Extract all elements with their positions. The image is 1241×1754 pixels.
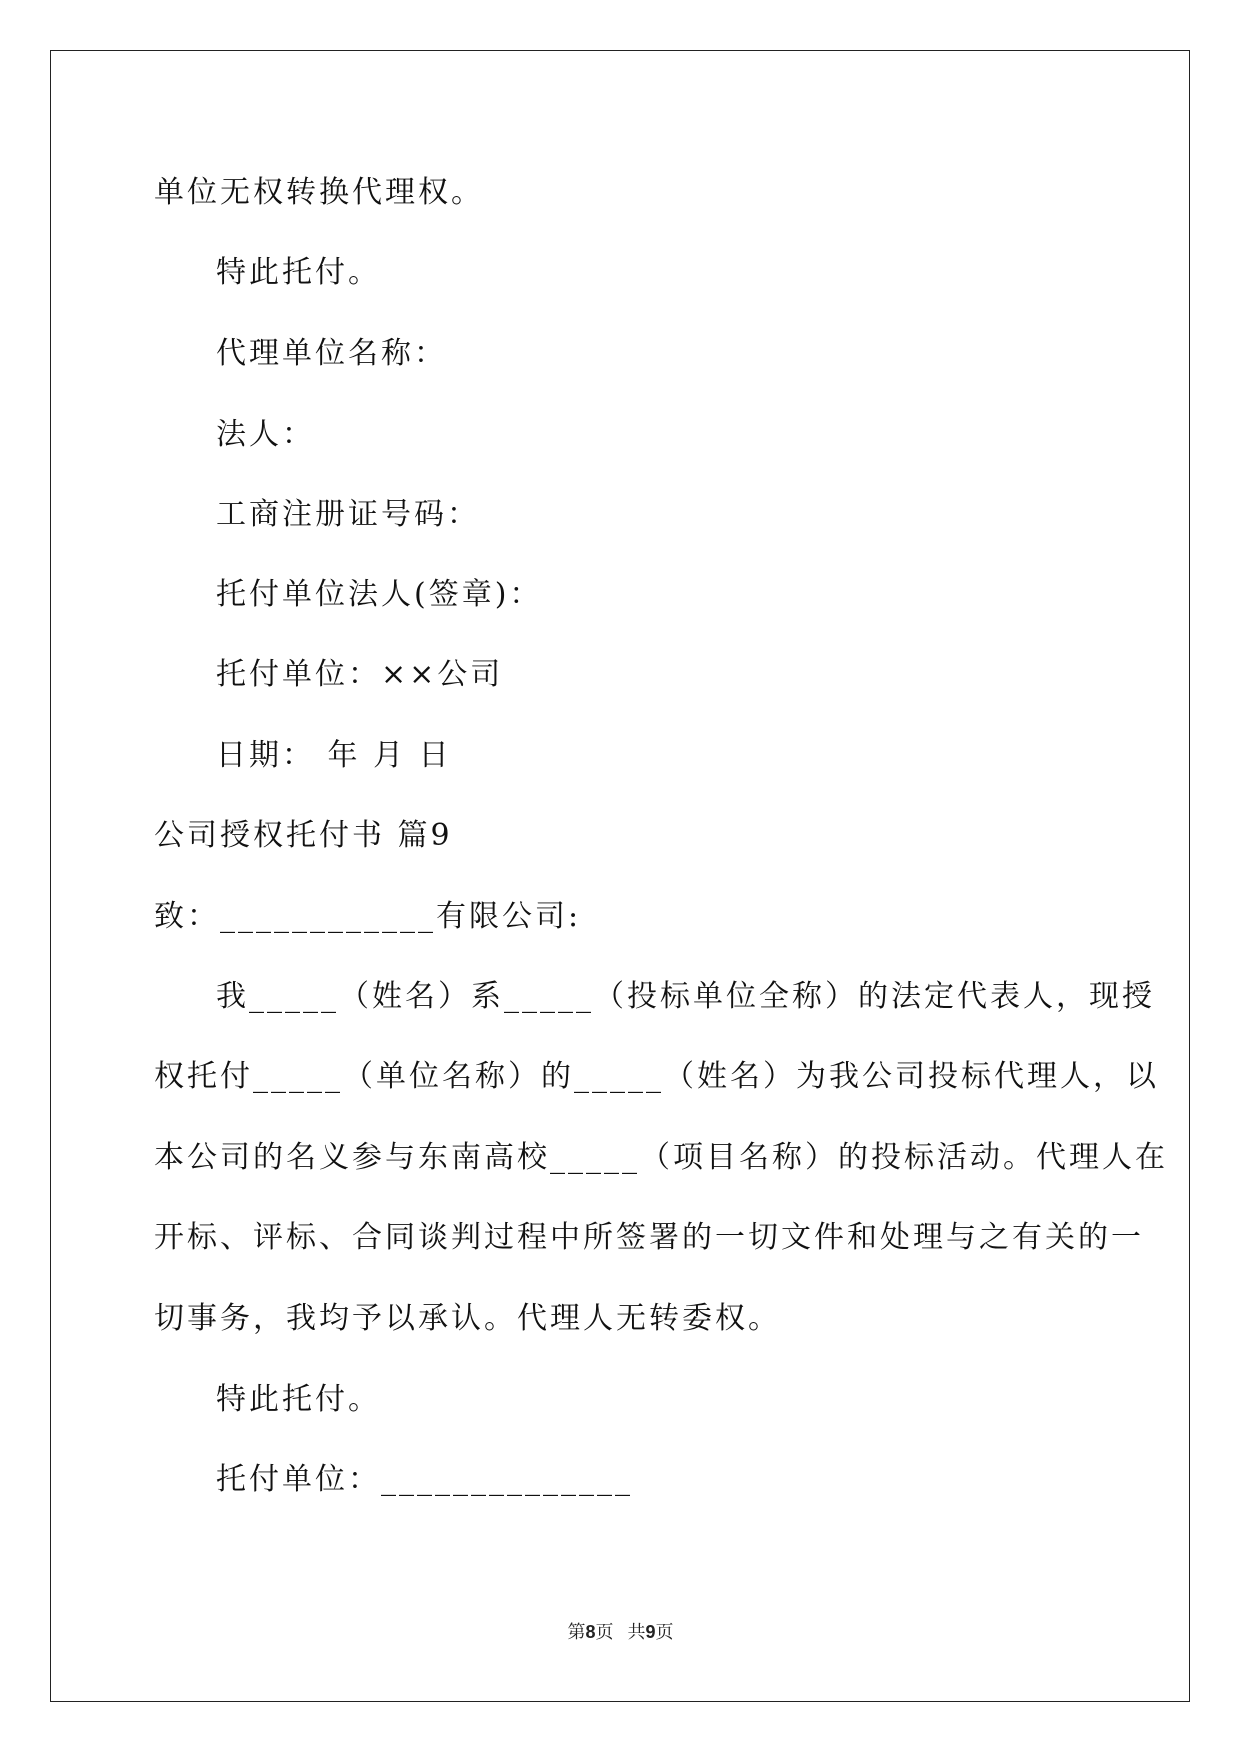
footer-page-current: 8: [585, 1622, 596, 1642]
page-border: [50, 50, 1190, 1702]
text-line: 切事务，我均予以承认。代理人无转委权。: [154, 1301, 781, 1336]
text-line: 本公司的名义参与东南高校_____（项目名称）的投标活动。代理人在: [154, 1140, 1168, 1175]
text-line: 法人：: [216, 417, 315, 452]
text-line: 我_____（姓名）系_____（投标单位全称）的法定代表人，现授: [216, 979, 1155, 1014]
footer-total-suffix: 页: [655, 1622, 674, 1643]
text-line: 托付单位：××公司: [216, 657, 504, 692]
text-line: 工商注册证号码：: [216, 497, 480, 532]
page-footer: [0, 1618, 1241, 1644]
text-line: 特此托付。: [216, 255, 381, 290]
text-line: 单位无权转换代理权。: [154, 175, 484, 210]
footer-page-mid: 页: [595, 1622, 614, 1643]
footer-page-total: 9: [645, 1622, 656, 1642]
text-line: 代理单位名称：: [216, 336, 447, 371]
text-line: 日期： 年 月 日: [216, 738, 452, 773]
text-line: 特此托付。: [216, 1382, 381, 1417]
text-line: 开标、评标、合同谈判过程中所签署的一切文件和处理与之有关的一: [154, 1220, 1144, 1255]
text-line: 托付单位法人(签章)：: [216, 577, 543, 612]
footer-total-prefix: 共: [627, 1622, 646, 1643]
footer-page-prefix: 第: [567, 1622, 586, 1643]
text-line: 权托付_____（单位名称）的_____（姓名）为我公司投标代理人，以: [154, 1059, 1159, 1094]
text-line: 致：____________有限公司:: [154, 899, 582, 934]
text-line: 托付单位：______________: [216, 1462, 633, 1497]
section-heading: 公司授权托付书 篇9: [154, 818, 453, 853]
